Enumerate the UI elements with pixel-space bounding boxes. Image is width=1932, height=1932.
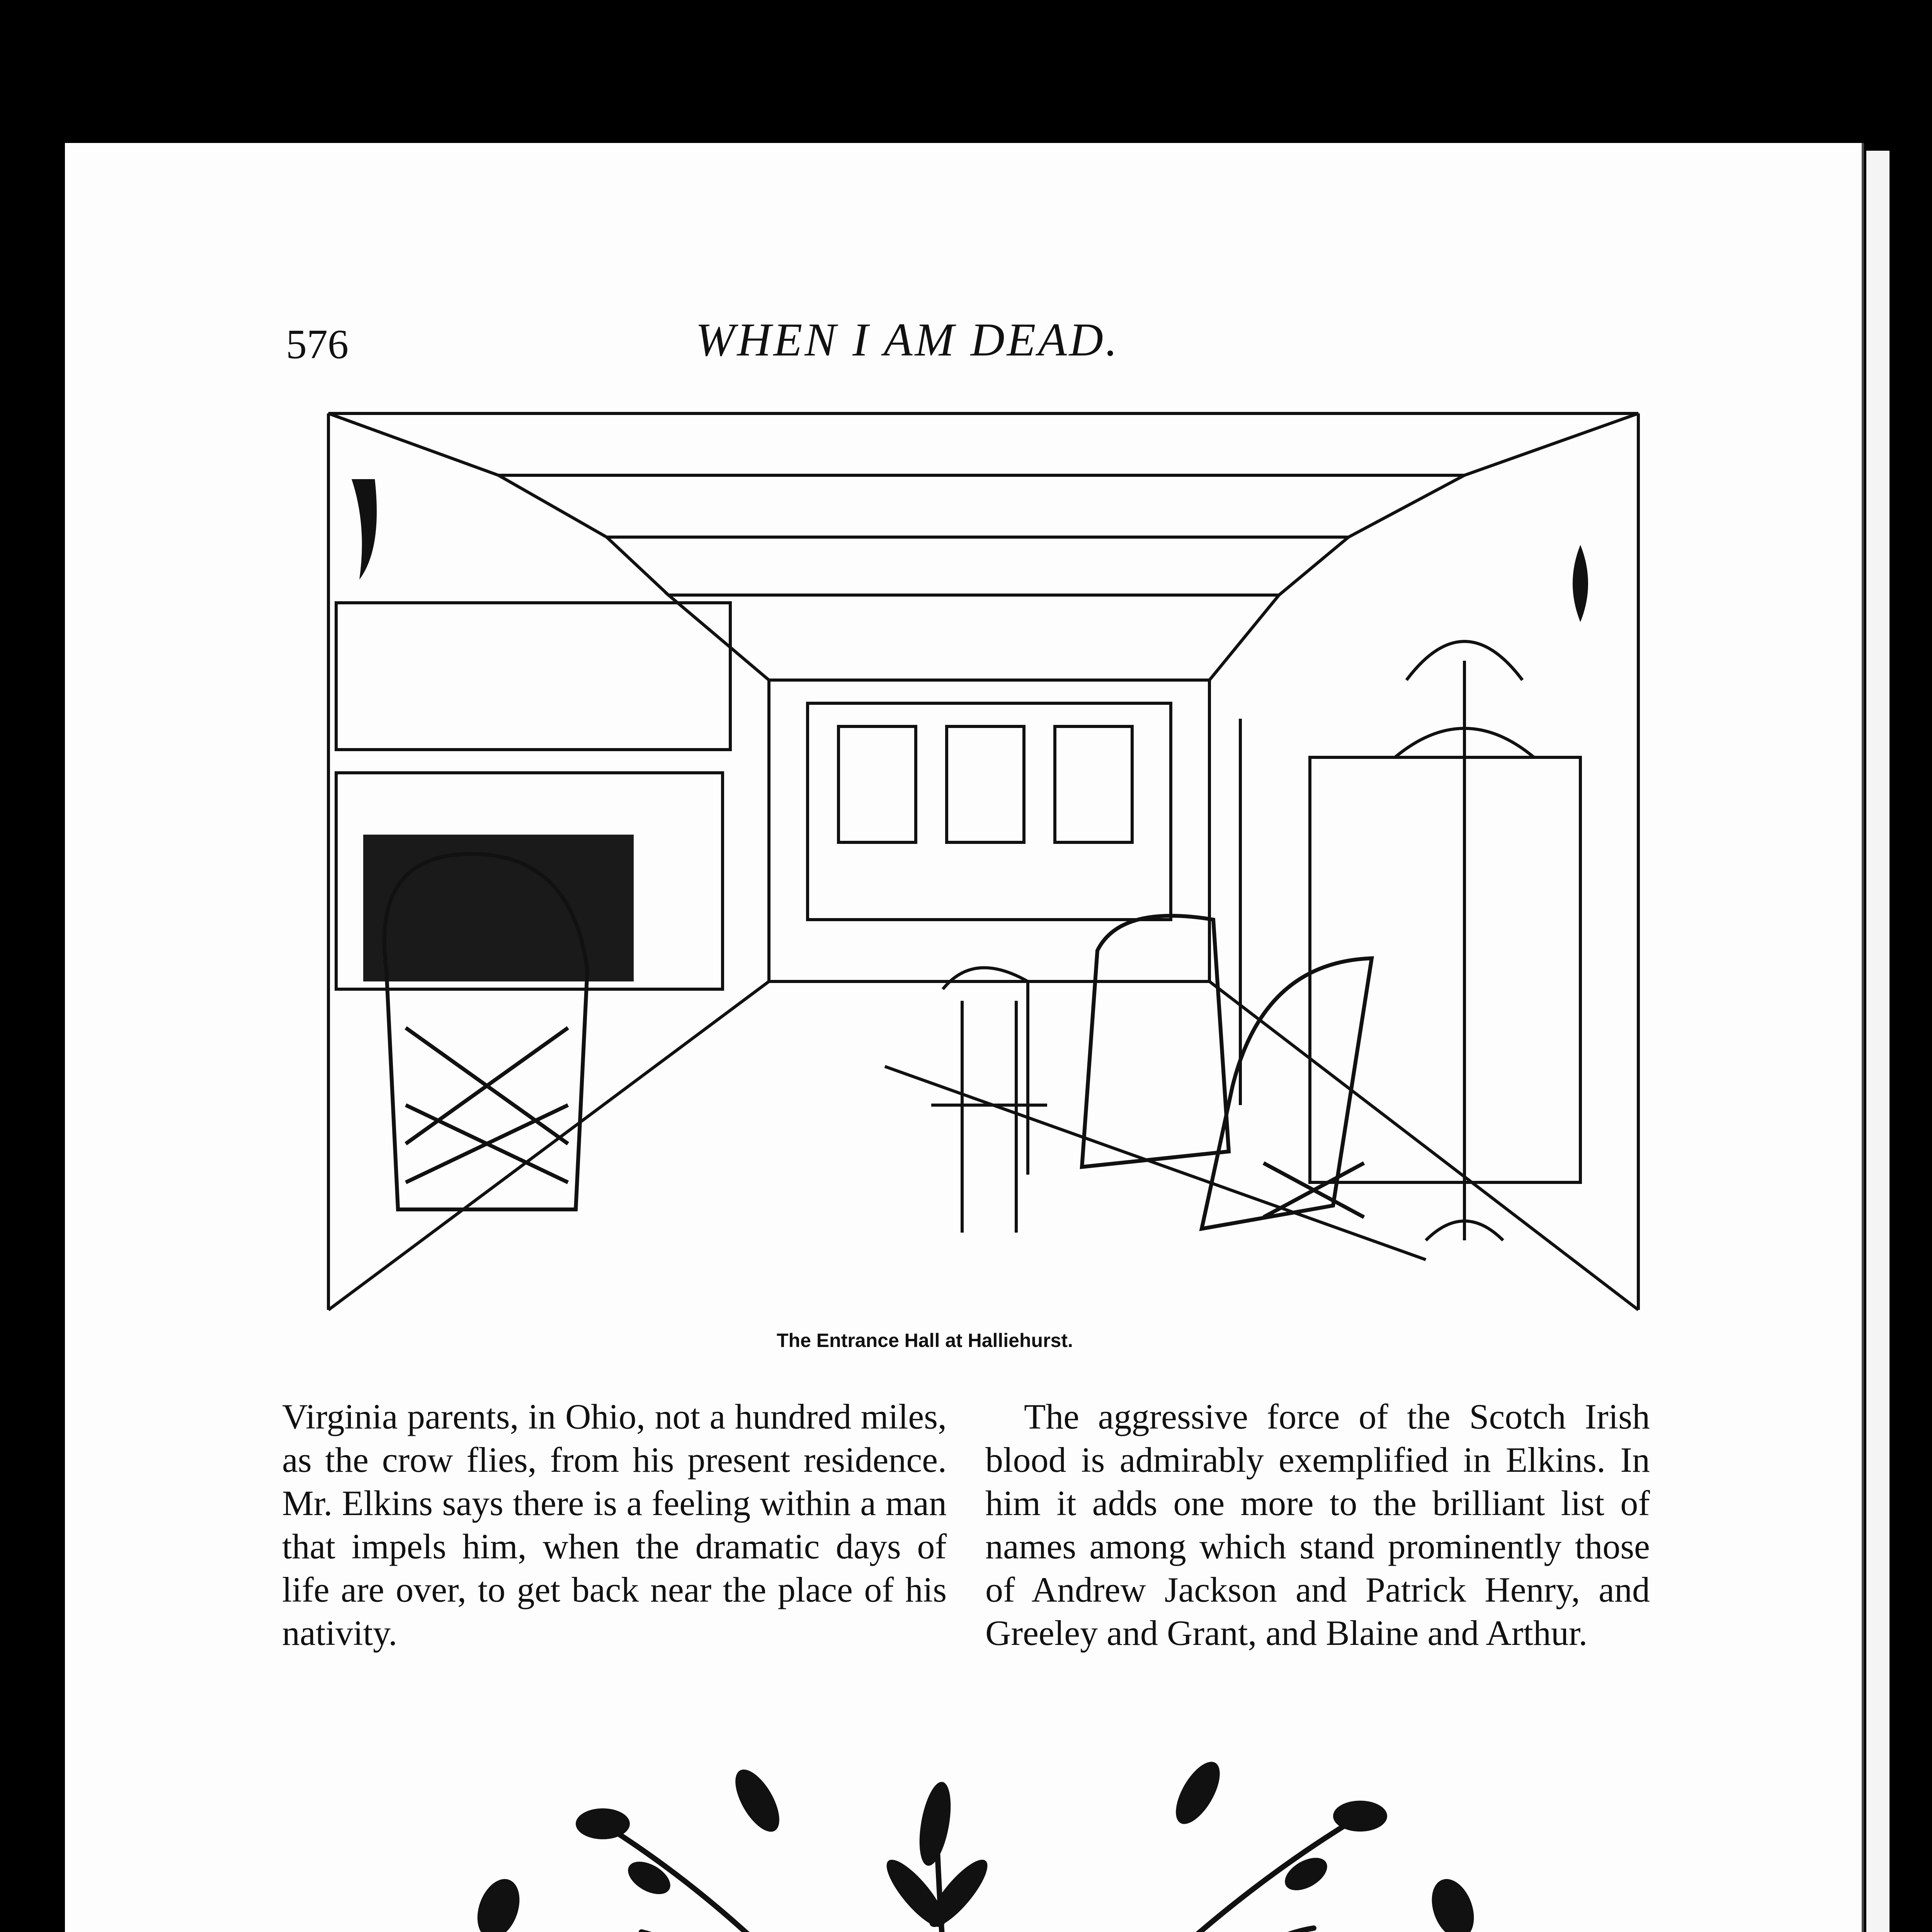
fern-ornament xyxy=(440,1747,1492,1932)
illustration-caption: The Entrance Hall at Halliehurst. xyxy=(777,1330,1073,1351)
entrance-hall-illustration xyxy=(305,410,1658,1321)
running-head: WHEN I AM DEAD. xyxy=(696,314,1120,366)
article-left-column: Virginia parents, in Ohio, not a hundred miles, as the crow flies, from his present residence. Mr. Elkins says there is a feeling within a man that impels him, when the dramatic days of life are over, to get back near the place of his nativity. xyxy=(282,1397,947,1653)
page-number: 576 xyxy=(286,321,349,367)
next-page-edge xyxy=(1866,151,1889,1932)
article-right-column: The aggressive force of the Scotch Irish blood is admirably exemplified in Elkins. In him it adds one more to the brilliant list of names among which stand prominently those of Andrew Jackson and Patrick Henry, and Greeley and Grant, and Blaine and Arthur. xyxy=(985,1397,1650,1653)
